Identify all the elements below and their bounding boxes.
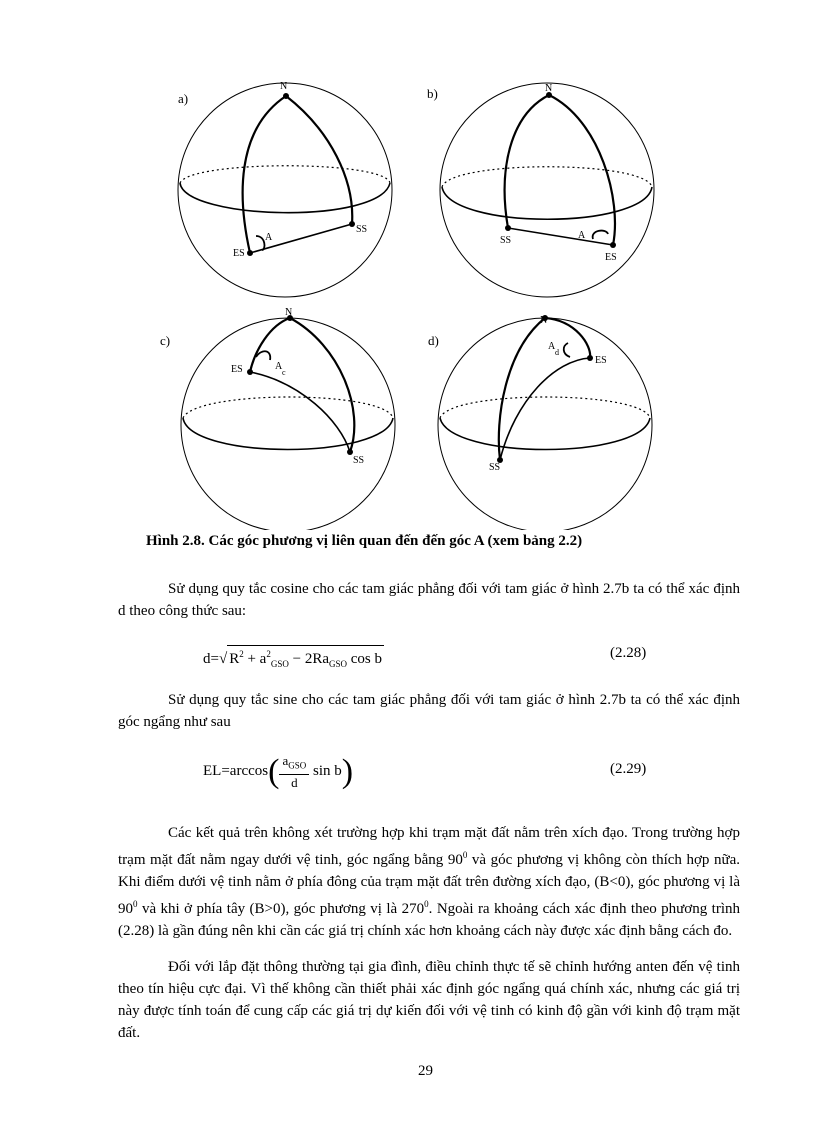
eq2-equals: = [221, 763, 230, 780]
label-ss-a: SS [356, 224, 368, 235]
label-ss-c: SS [353, 455, 365, 466]
eq2-fraction: $\frac{a_{GSO}}{d}$ [279, 753, 309, 791]
eq2-function: arccos [229, 763, 269, 780]
panel-label-b: b) [427, 86, 438, 101]
label-n-d: N [540, 315, 548, 326]
label-angle-c: A [275, 361, 283, 372]
eq2-tail: sin b [312, 763, 342, 780]
point-n-a [283, 93, 289, 99]
label-angle-sub-c: c [282, 368, 286, 377]
point-es-b [610, 242, 616, 248]
eq1-equals: = [210, 651, 219, 667]
equation-number-2-28: (2.28) [610, 645, 647, 661]
point-es-c [247, 369, 253, 375]
azimuth-figure [0, 0, 816, 530]
point-ss-b [505, 225, 511, 231]
paragraph-cosine-rule: Sử dụng quy tắc cosine cho các tam giác phẳng đối với tam giác ở hình 2.7b ta có thể xác định d theo công thức sau: [118, 581, 740, 619]
left-paren-icon: ( [268, 752, 280, 790]
label-es-a: ES [233, 248, 245, 259]
label-es-d: ES [595, 355, 607, 366]
panel-label-d: d) [428, 333, 439, 348]
label-es-c: ES [231, 364, 243, 375]
eq1-lhs: d [203, 651, 211, 667]
sqrt-icon: √ [218, 651, 228, 667]
right-paren-icon: ) [341, 752, 354, 790]
panel-label-a: a) [178, 91, 189, 106]
label-angle-a: A [265, 232, 273, 243]
equation-2-28 [203, 645, 384, 673]
label-ss-b: SS [500, 235, 512, 246]
page-number: 29 [418, 1063, 433, 1079]
paragraph-sine-rule: Sử dụng quy tắc sine cho các tam giác phẳng đối với tam giác ở hình 2.7b ta có thể xác định góc ngẩng như sau [118, 692, 740, 730]
eq2-lhs: EL [203, 763, 222, 780]
figure-caption: Hình 2.8. Các góc phương vị liên quan đến đến góc A (xem bảng 2.2) [146, 533, 583, 549]
label-n-b: N [545, 83, 553, 94]
label-ss-d: SS [489, 462, 501, 473]
panel-a [178, 83, 392, 297]
paragraph-home-installation: Đối với lắp đặt thông thường tại gia đình, điều chỉnh thực tế sẽ chỉnh hướng anten đến vệ tinh theo tín hiệu cực đại. Vì thế không cần thiết phải xác định góc ngẩng quá chính xác, nhưng các giá trị này được tính toán để cung cấp các giá trị dự kiến đối với vệ tinh có kinh độ gần với kinh độ trạm mặt đất. [118, 959, 740, 1041]
label-n-a: N [280, 81, 288, 92]
panel-b [440, 83, 654, 297]
eq1-radicand: $R^2 + a^2_{GSO} - 2Ra_{GSO}$ cos b [227, 645, 384, 673]
label-angle-d: A [548, 341, 556, 352]
equation-2-29 [203, 753, 353, 791]
point-es-d [587, 355, 593, 361]
label-angle-b: A [578, 230, 586, 241]
panel-label-c: c) [160, 333, 171, 348]
point-ss-a [349, 221, 355, 227]
equation-number-2-29: (2.29) [610, 761, 647, 777]
panel-d [438, 318, 652, 530]
point-es-a [247, 250, 253, 256]
paragraph-equator-cases: Các kết quả trên không xét trường hợp khi trạm mặt đất nằm trên xích đạo. Trong trường hợp trạm mặt đất nằm ngay dưới vệ tinh, góc ngẩng bằng $90^0$ và góc phương vị không còn thích hợp nữa. Khi điểm dưới vệ tinh nằm ở phía đông của trạm mặt đất trên đường xích đạo, (B<0), góc phương vị là $90^0$ và khi ở phía tây (B>0), góc phương vị là $270^0$. Ngoài ra khoảng cách xác định theo phương trình (2.28) là gần đúng nên khi cần các giá trị chính xác hơn khoảng cách này được xác định bằng cách đo. [118, 825, 741, 939]
panel-c [181, 318, 395, 530]
label-es-b: ES [605, 252, 617, 263]
label-angle-sub-d: d [555, 348, 559, 357]
label-n-c: N [285, 307, 293, 318]
